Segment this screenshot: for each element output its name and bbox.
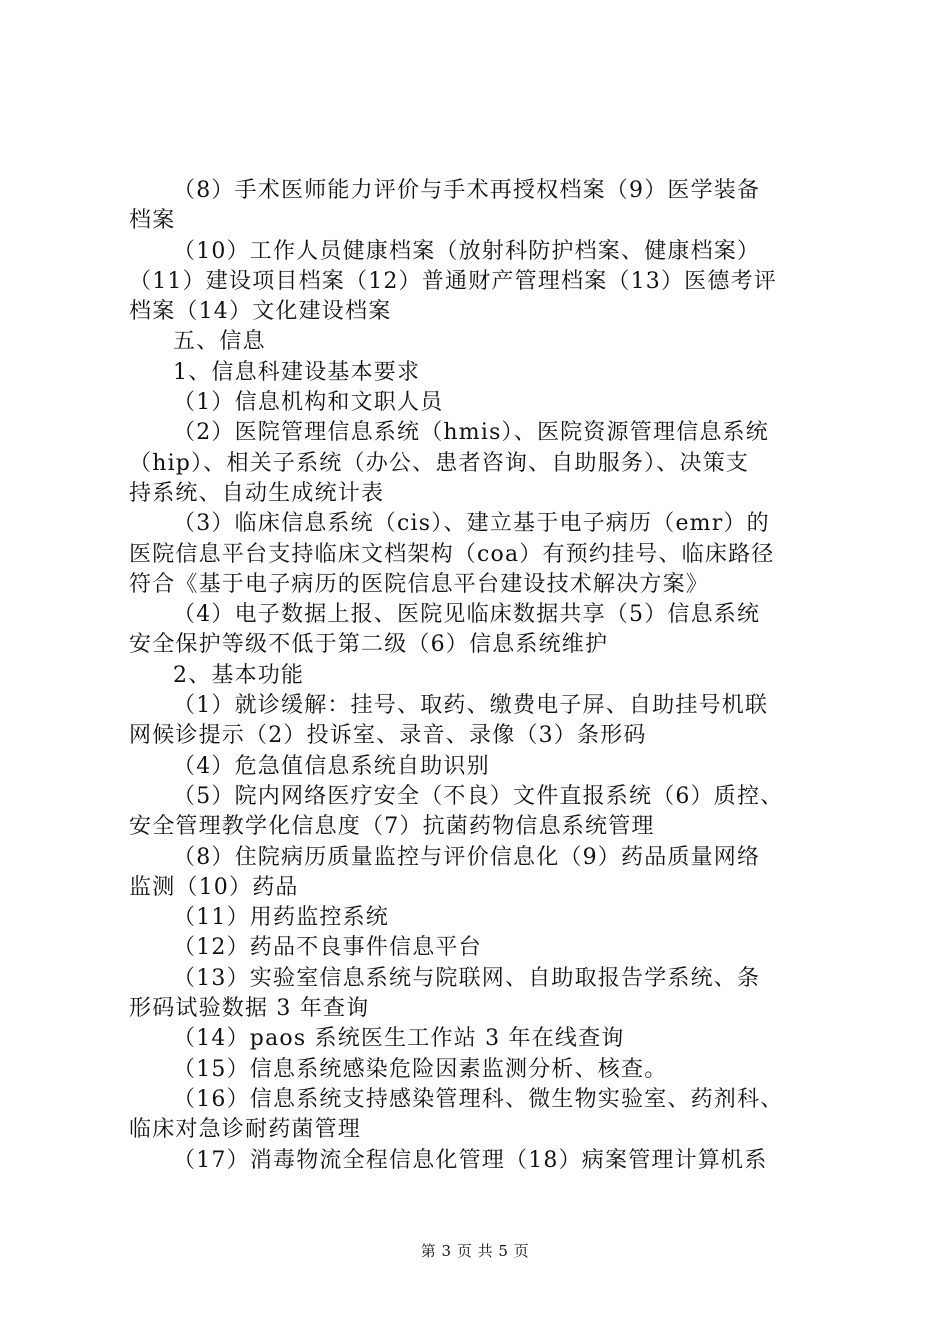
document-line: （11）用药监控系统 (173, 905, 389, 931)
document-line: （4）电子数据上报、医院见临床数据共享（5）信息系统 (173, 602, 761, 628)
document-line: （1）就诊缓解：挂号、取药、缴费电子屏、自助挂号机联 (173, 693, 769, 719)
document-line: （8）住院病历质量监控与评价信息化（9）药品质量网络 (173, 844, 761, 870)
document-line: 监测（10）药品 (129, 874, 299, 900)
document-line: （13）实验室信息系统与院联网、自助取报告学系统、条 (173, 965, 761, 991)
document-line: 安全保护等级不低于第二级（6）信息系统维护 (129, 632, 609, 658)
document-line: （2）医院管理信息系统（hmis）、医院资源管理信息系统 (173, 420, 769, 446)
document-line: （5）院内网络医疗安全（不良）文件直报系统（6）质控、 (173, 783, 784, 809)
document-line: 五、信息 (173, 329, 266, 355)
document-line: 档案（14）文化建设档案 (129, 299, 392, 325)
document-line: （10）工作人员健康档案（放射科防护档案、健康档案） (173, 238, 761, 264)
document-line: 2、基本功能 (173, 662, 305, 688)
document-line: （8）手术医师能力评价与手术再授权档案（9）医学装备 (173, 178, 761, 203)
document-line: （12）药品不良事件信息平台 (173, 935, 482, 961)
document-line: （15）信息系统感染危险因素监测分析、核查。 (173, 1056, 668, 1082)
document-line: 临床对急诊耐药菌管理 (129, 1117, 362, 1143)
document-line: （1）信息机构和文职人员 (173, 390, 444, 416)
document-line: 持系统、自动生成统计表 (129, 480, 385, 506)
document-line: 安全管理教学化信息度（7）抗菌药物信息系统管理 (129, 814, 655, 840)
document-line: 形码试验数据 3 年查询 (129, 996, 370, 1022)
document-line: 网候诊提示（2）投诉室、录音、录像（3）条形码 (129, 723, 647, 749)
document-line: （16）信息系统支持感染管理科、微生物实验室、药剂科、 (173, 1086, 784, 1112)
document-line: 符合《基于电子病历的医院信息平台建设技术解决方案》 (129, 571, 710, 597)
document-line: （14）paos 系统医生工作站 3 年在线查询 (173, 1026, 625, 1052)
document-line: 1、信息科建设基本要求 (173, 359, 421, 385)
document-line: （11）建设项目档案（12）普通财产管理档案（13）医德考评 (129, 268, 777, 294)
document-line: 档案 (129, 208, 176, 234)
document-line: （4）危急值信息系统自助识别 (173, 753, 490, 779)
page-footer: 第 3 页 共 5 页 (420, 1242, 530, 1260)
document-body (129, 176, 839, 1176)
document-line: （hip）、相关子系统（办公、患者咨询、自助服务）、决策支 (129, 450, 750, 476)
document-line: （3）临床信息系统（cis）、建立基于电子病历（emr）的 (173, 511, 770, 537)
document-line: 医院信息平台支持临床文档架构（coa）有预约挂号、临床路径 (129, 541, 775, 567)
document-line: （17）消毒物流全程信息化管理（18）病案管理计算机系 (173, 1147, 768, 1173)
